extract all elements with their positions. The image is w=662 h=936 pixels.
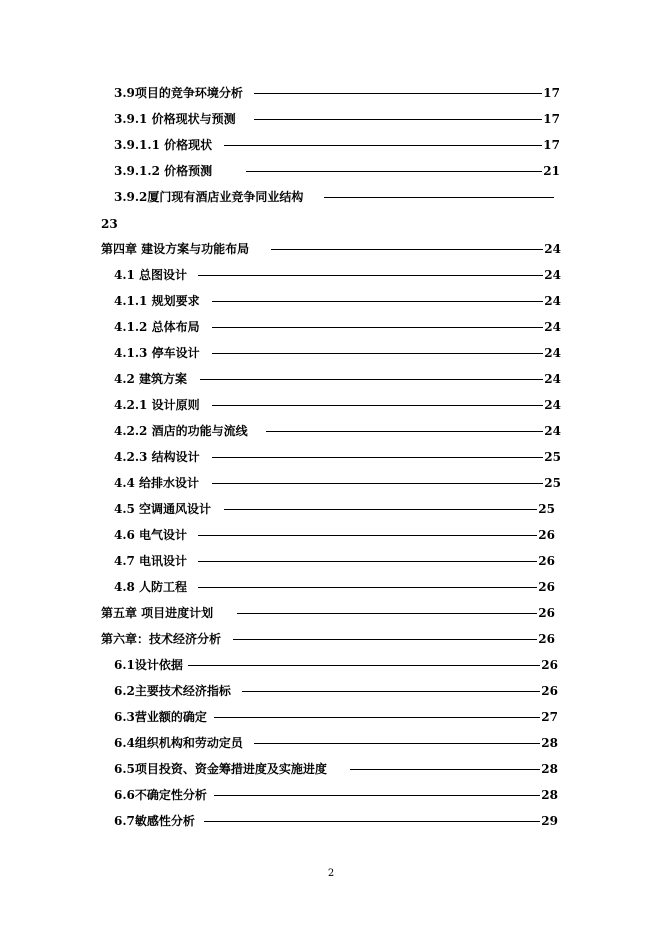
toc-entry-label: 4.6 电气设计: [114, 528, 188, 542]
toc-leader-line: [212, 405, 543, 406]
toc-entry-label: 6.5项目投资、资金筹措进度及实施进度: [114, 762, 327, 776]
toc-leader-line: [233, 639, 537, 640]
toc-leader-line: [254, 93, 542, 94]
toc-entry-page: 17: [543, 86, 560, 100]
toc-entry: [114, 734, 558, 752]
toc-entry-label: 4.4 给排水设计: [114, 476, 200, 490]
toc-entry: [114, 188, 554, 206]
toc-entry-label: 6.3营业额的确定: [114, 710, 207, 724]
toc-entry-page: 26: [538, 606, 555, 620]
toc-entry-page: 28: [541, 762, 558, 776]
toc-entry-label: 第六章：技术经济分析: [101, 632, 222, 646]
toc-entry-label: 6.2主要技术经济指标: [114, 684, 231, 698]
toc-entry-page: 25: [544, 450, 561, 464]
toc-leader-line: [214, 795, 540, 796]
toc-entry: [114, 266, 561, 284]
toc-entry-label: 6.6不确定性分析: [114, 788, 207, 802]
toc-entry-label: 3.9.2厦门现有酒店业竞争同业结构: [114, 190, 304, 204]
toc-entry: [114, 344, 561, 362]
toc-entry-page: 24: [544, 242, 561, 256]
toc-entry-page: 25: [544, 476, 561, 490]
toc-entry: [114, 682, 558, 700]
toc-entry-page: 27: [541, 710, 558, 724]
page-number: 2: [327, 868, 335, 879]
toc-entry: [114, 474, 561, 492]
toc-entry: [114, 578, 555, 596]
toc-entry-label: 3.9项目的竞争环境分析: [114, 86, 243, 100]
toc-entry-page: 26: [538, 554, 555, 568]
toc-entry: [114, 110, 560, 128]
toc-entry-page: 24: [544, 372, 561, 386]
toc-entry-label: 4.2.1 设计原则: [114, 398, 200, 412]
toc-entry-label: 4.2.3 结构设计: [114, 450, 200, 464]
toc-entry: [114, 526, 555, 544]
toc-leader-line: [212, 457, 543, 458]
toc-leader-line: [237, 613, 537, 614]
toc-entry-page: 24: [544, 320, 561, 334]
toc-entry-label: 4.1.3 停车设计: [114, 346, 200, 360]
toc-entry: [114, 500, 555, 518]
toc-entry: [114, 786, 558, 804]
toc-entry: [114, 292, 561, 310]
toc-leader-line: [271, 249, 543, 250]
toc-entry-page: 24: [544, 424, 561, 438]
toc-entry: [114, 370, 561, 388]
toc-entry-page: 28: [541, 788, 558, 802]
toc-leader-line: [188, 665, 540, 666]
toc-entry: [114, 422, 561, 440]
toc-entry-page: 26: [541, 658, 558, 672]
toc-leader-line: [212, 483, 543, 484]
toc-entry: [114, 552, 555, 570]
toc-entry-page: 28: [541, 736, 558, 750]
toc-entry-label: 6.7敏感性分析: [114, 814, 195, 828]
toc-entry-label: 3.9.1.1 价格现状: [114, 138, 213, 152]
toc-entry: [114, 318, 561, 336]
toc-entry: [114, 656, 558, 674]
toc-leader-line: [266, 431, 543, 432]
toc-entry-page: 26: [538, 632, 555, 646]
toc-entry-page: 24: [544, 268, 561, 282]
toc-entry-page: 21: [543, 164, 560, 178]
toc-entry: [101, 604, 555, 622]
toc-entry-page: 24: [544, 294, 561, 308]
toc-leader-line: [224, 509, 537, 510]
toc-entry-label: 4.2 建筑方案: [114, 372, 188, 386]
toc-entry-label: 6.1设计依据: [114, 658, 183, 672]
toc-entry: [114, 812, 558, 830]
toc-entry-page: 23: [101, 217, 118, 231]
toc-entry: [101, 630, 555, 648]
toc-leader-line: [350, 769, 540, 770]
toc-entry: [114, 396, 561, 414]
toc-entry-label: 3.9.1 价格现状与预测: [114, 112, 236, 126]
toc-leader-line: [198, 587, 537, 588]
toc-entry-page: 24: [544, 398, 561, 412]
toc-leader-line: [242, 691, 540, 692]
toc-leader-line: [212, 327, 543, 328]
toc-leader-line: [204, 821, 540, 822]
toc-leader-line: [324, 197, 554, 198]
toc-leader-line: [198, 561, 537, 562]
toc-entry-label: 3.9.1.2 价格预测: [114, 164, 213, 178]
toc-leader-line: [254, 119, 542, 120]
toc-leader-line: [224, 145, 542, 146]
toc-entry: [114, 136, 560, 154]
toc-entry-label: 4.1 总图设计: [114, 268, 188, 282]
toc-entry-page: 17: [543, 112, 560, 126]
toc-leader-line: [214, 717, 540, 718]
toc-entry: [114, 162, 560, 180]
toc-entry-page: 26: [538, 580, 555, 594]
toc-entry-label: 4.5 空调通风设计: [114, 502, 212, 516]
toc-entry-label: 4.7 电讯设计: [114, 554, 188, 568]
toc-entry-page: 24: [544, 346, 561, 360]
toc-entry-page: 17: [543, 138, 560, 152]
toc-entry-page: 29: [541, 814, 558, 828]
toc-entry-label: 4.2.2 酒店的功能与流线: [114, 424, 248, 438]
toc-entry-page: 26: [541, 684, 558, 698]
toc-entry-label: 第四章 建设方案与功能布局: [101, 242, 250, 256]
toc-entry: [101, 240, 561, 258]
toc-leader-line: [246, 171, 542, 172]
toc-entry-label: 4.1.2 总体布局: [114, 320, 200, 334]
toc-leader-line: [212, 301, 543, 302]
toc-entry-label: 6.4组织机构和劳动定员: [114, 736, 243, 750]
toc-leader-line: [198, 275, 543, 276]
toc-entry-page: 25: [538, 502, 555, 516]
toc-leader-line: [212, 353, 543, 354]
toc-entry: [114, 84, 560, 102]
toc-entry-label: 4.8 人防工程: [114, 580, 188, 594]
toc-entry-label: 4.1.1 规划要求: [114, 294, 200, 308]
toc-entry-page: 26: [538, 528, 555, 542]
toc-entry: [114, 448, 561, 466]
toc-entry: [114, 760, 558, 778]
toc-leader-line: [254, 743, 540, 744]
toc-leader-line: [198, 535, 537, 536]
toc-entry: [114, 708, 558, 726]
toc-leader-line: [200, 379, 543, 380]
toc-entry-label: 第五章 项目进度计划: [101, 606, 214, 620]
